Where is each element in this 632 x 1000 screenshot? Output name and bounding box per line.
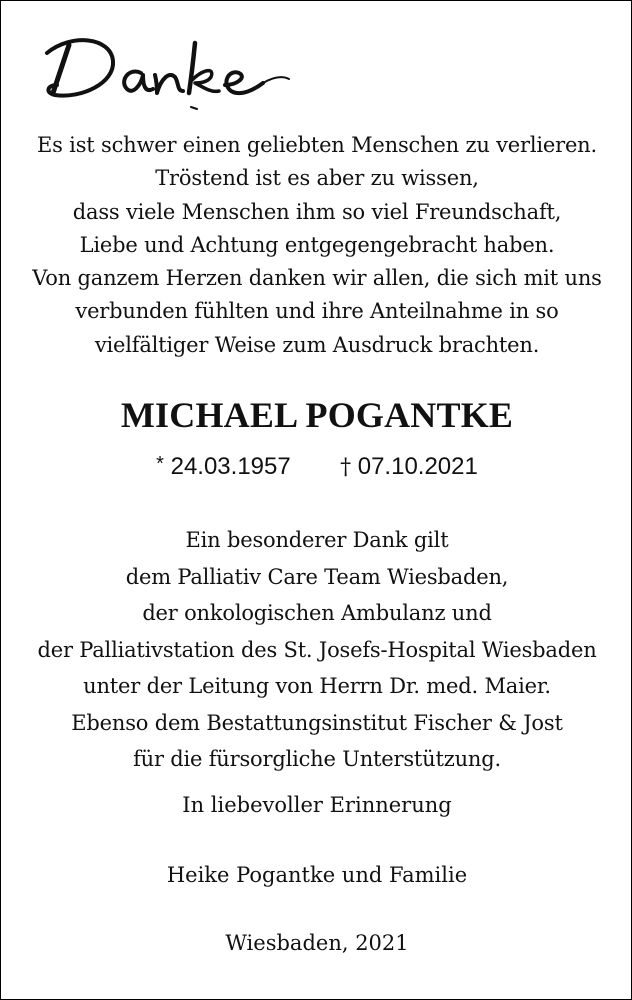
intro-line: Es ist schwer einen geliebten Menschen zu verlieren. (37, 133, 597, 157)
thanks-line: für die fürsorgliche Unterstützung. (133, 747, 501, 771)
thanks-line: Ein besonderer Dank gilt (185, 528, 449, 552)
life-dates (1, 447, 632, 485)
birth-date: 24.03.1957 (170, 453, 291, 480)
intro-line: Von ganzem Herzen danken wir allen, die sich mit uns (32, 266, 602, 291)
thanks-line: unter der Leitung von Herrn Dr. med. Maier. (83, 674, 551, 698)
thanks-line: Ebenso dem Bestattungsinstitut Fischer & Jost (71, 710, 563, 735)
intro-line: Liebe und Achtung entgegengebracht haben. (79, 232, 555, 257)
birth-symbol: * (156, 453, 164, 475)
death-date: 07.10.2021 (357, 453, 478, 480)
intro-line: Tröstend ist es aber zu wissen, (155, 166, 479, 191)
thanks-line: dem Palliativ Care Team Wiesbaden, (125, 564, 509, 589)
place-date: Wiesbaden, 2021 (225, 931, 409, 955)
intro-text (1, 129, 632, 362)
thanks-line: der onkologischen Ambulanz und (142, 601, 492, 625)
intro-line: verbunden fühlten und ihre Anteilnahme in so (75, 299, 559, 324)
thanks-text (1, 522, 632, 778)
intro-line: dass viele Menschen ihm so viel Freundschaft, (72, 199, 562, 224)
cross-icon: † (340, 455, 352, 480)
deceased-name: MICHAEL POGANTKE (120, 395, 514, 435)
memory-line: In liebevoller Erinnerung (182, 793, 452, 817)
thanks-line: der Palliativstation des St. Josefs-Hospital Wiesbaden (37, 637, 597, 662)
danke-handwritten-heading (41, 23, 341, 113)
intro-line: vielfältiger Weise zum Ausdruck brachten. (94, 332, 540, 357)
family-signature: Heike Pogantke und Familie (166, 863, 468, 887)
